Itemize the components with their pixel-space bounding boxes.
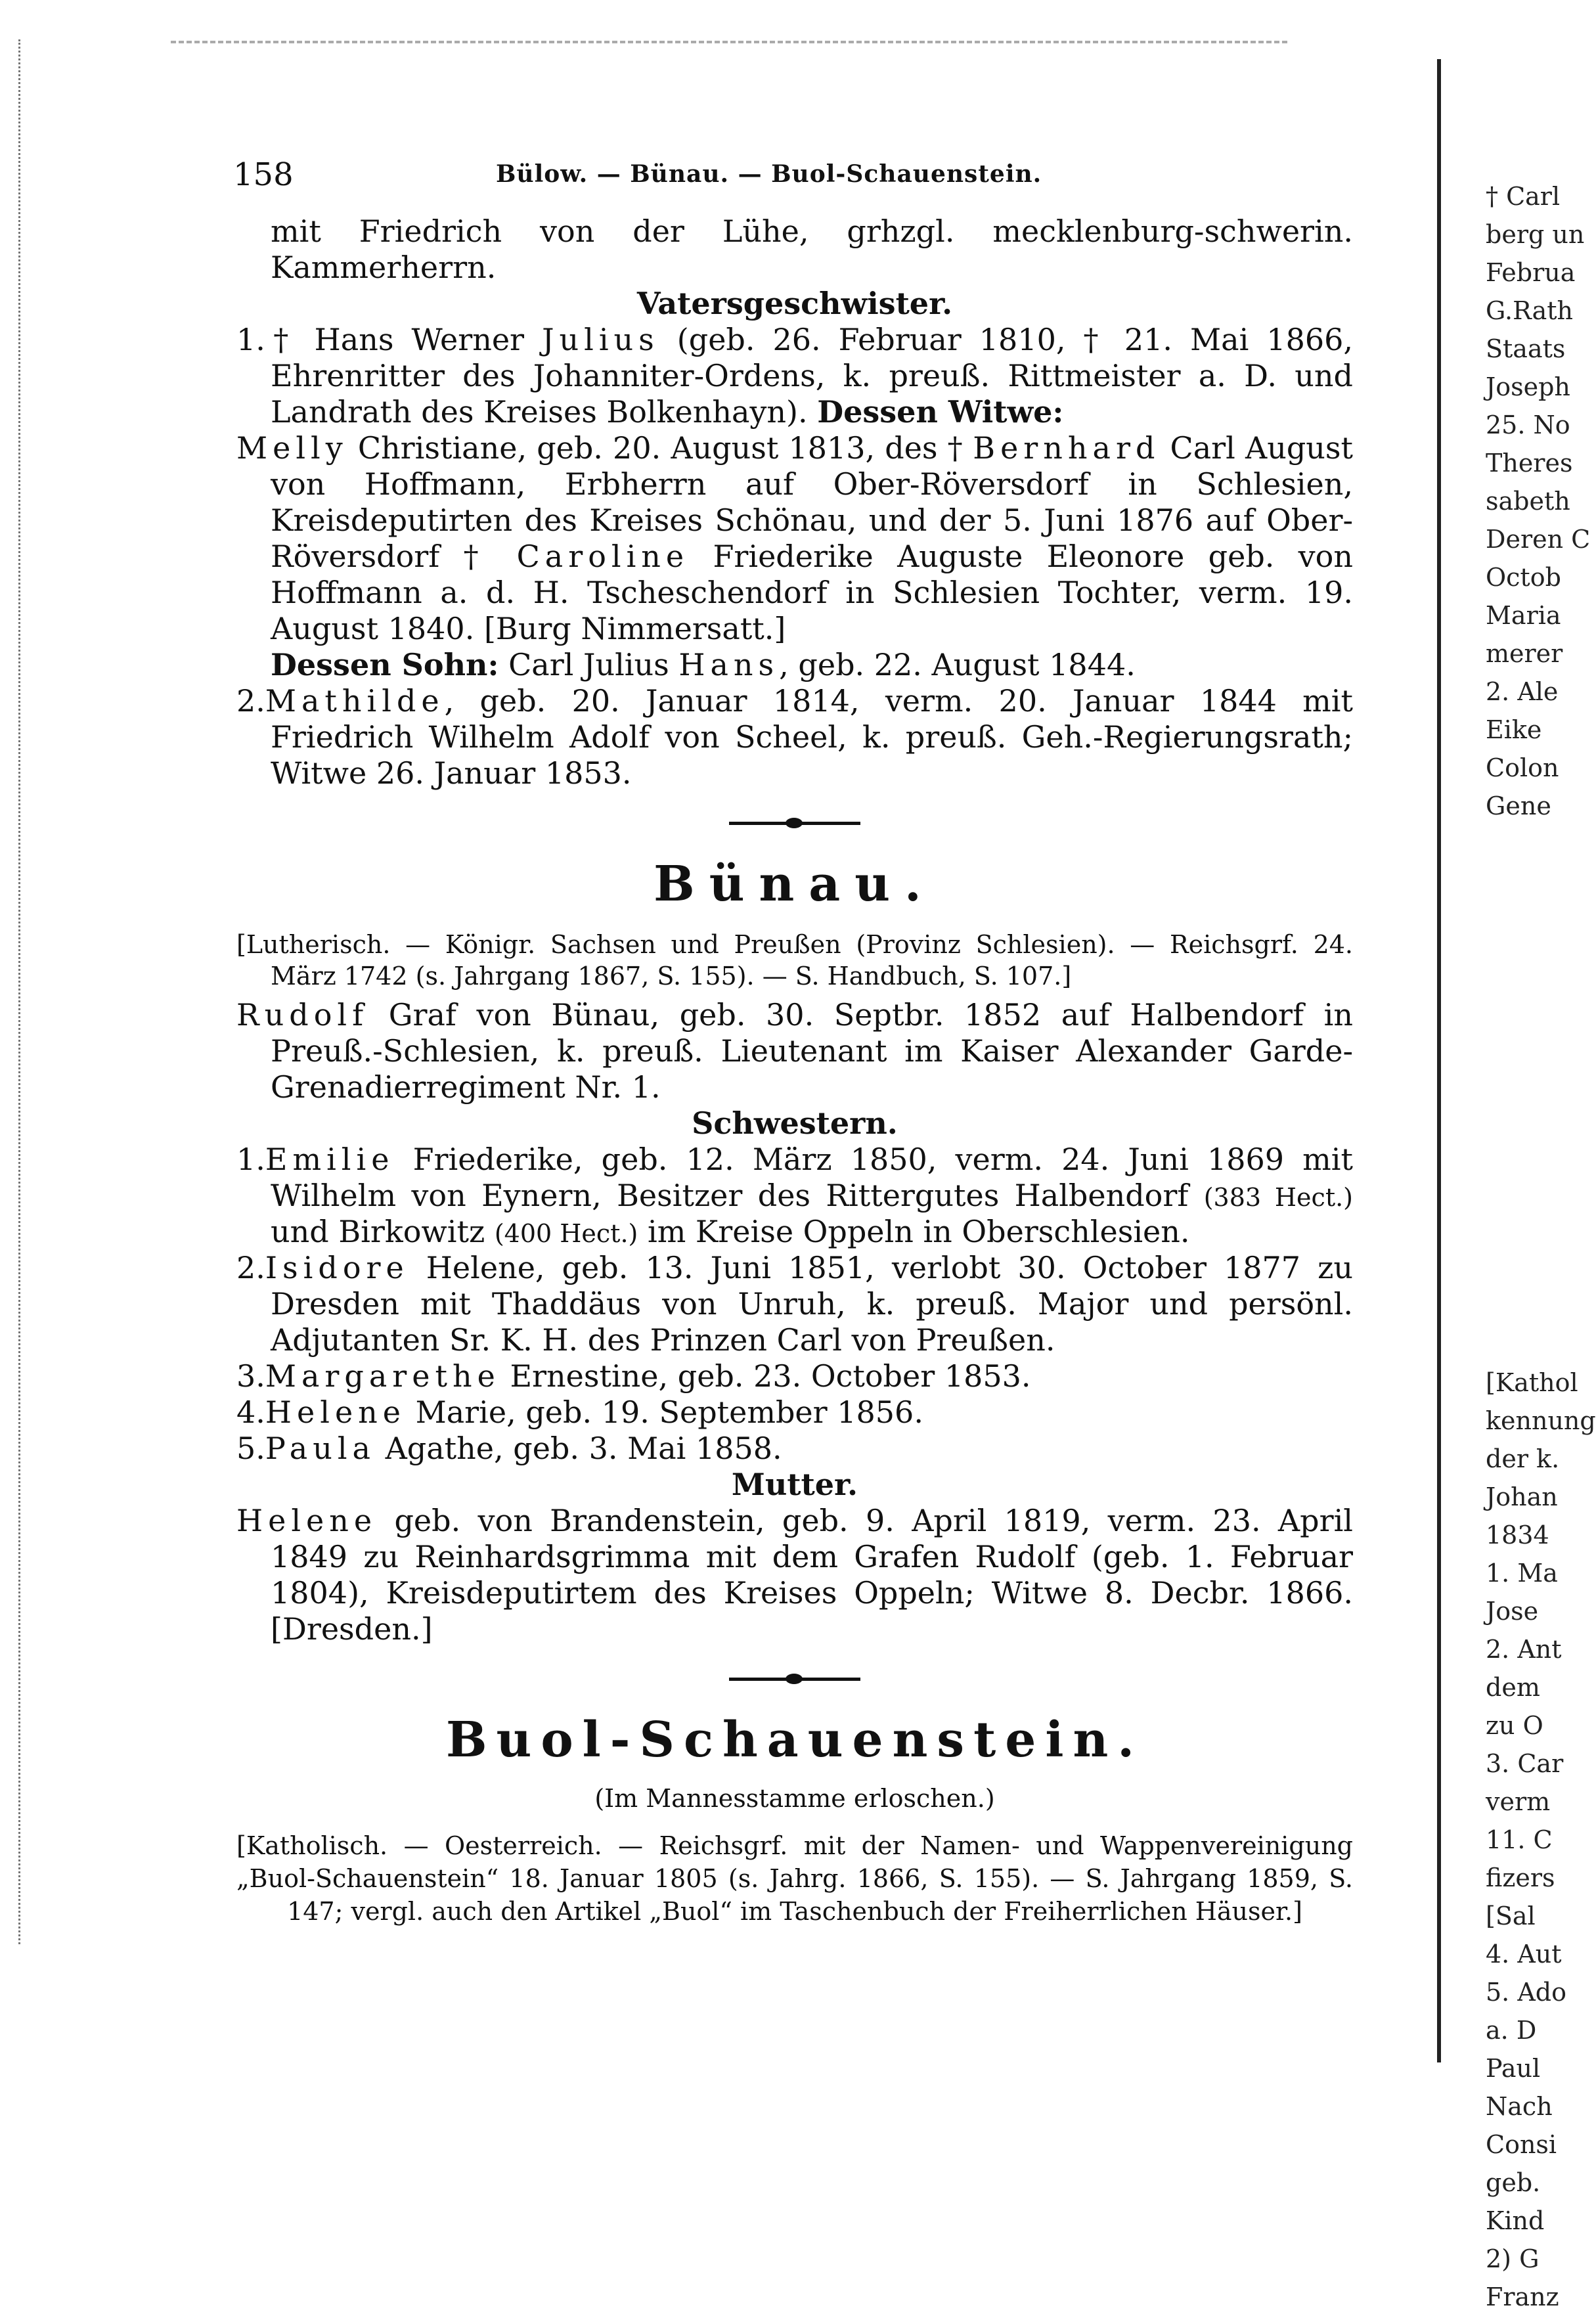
page-content [236, 213, 1353, 1928]
fragment-line: Octob [1486, 563, 1561, 592]
person-name: Emilie [265, 1142, 395, 1177]
buelow-continuation: mit Friedrich von der Lühe, grhzgl. mecklenburg-schwerin. Kammerherrn. [271, 213, 1353, 285]
fragment-line: G.Rath [1486, 296, 1573, 325]
page-number: 158 [233, 156, 294, 193]
entry-number: 1. [236, 322, 265, 357]
fragment-line: Staats [1486, 334, 1566, 363]
fragment-line: [Kathol [1486, 1368, 1578, 1397]
fragment-line: Eike [1486, 715, 1542, 744]
entry-text: Friederike Auguste Eleonore geb. von Hoffmann a. d. H. Tscheschendorf in Schlesien Tochter, verm. 19. August 1840. [Burg Nimmersatt.] [271, 539, 1353, 646]
buelow-entry-2 [236, 683, 1353, 791]
entry-text: Carl August von Hoffmann, Erbherrn auf Ober-Röversdorf in Schlesien, Kreisdeputirten des Kreises Schönau, und der 5. Juni 1876 auf Ober-Röversdorf † [271, 430, 1353, 574]
person-name: Helene [265, 1394, 407, 1430]
fragment-line: [Sal [1486, 1902, 1536, 1930]
widow-label: Dessen Witwe: [817, 394, 1064, 430]
fragment-line: Franz [1486, 2283, 1559, 2311]
fragment-line: 11. C [1486, 1825, 1553, 1854]
entry-prefix: † Hans Werner [265, 322, 543, 357]
fragment-line: Joseph [1486, 372, 1570, 401]
sister-entry-1 [236, 1142, 1353, 1250]
fragment-line: fizers [1486, 1863, 1555, 1892]
buenau-head-entry [236, 997, 1353, 1105]
section-title-buenau: Bünau. [654, 856, 936, 912]
area-note: (400 Hect.) [494, 1219, 638, 1248]
fragment-line: kennung [1486, 1406, 1596, 1435]
entry-text: geb. von Brandenstein, geb. 9. April 1819, verm. 23. April 1849 zu Reinhardsgrimma mit dem Grafen Rudolf (geb. 1. Februar 1804), Kreisdeputirtem des Kreises Oppeln; Witwe 8. Decbr. 1866. [Dresden.] [271, 1503, 1353, 1647]
person-name: Paula [265, 1431, 376, 1466]
entry-text: , geb. 22. August 1844. [779, 647, 1136, 682]
fragment-line: Colon [1486, 753, 1559, 782]
vatersgeschwister-heading: Vatersgeschwister. [636, 286, 953, 321]
person-name: Isidore [265, 1250, 409, 1285]
area-note: (383 Hect.) [1203, 1183, 1353, 1212]
entry-text: , geb. 20. Januar 1814, verm. 20. Januar 1844 mit Friedrich Wilhelm Adolf von Scheel, k. preuß. Geh.-Regierungsrath; Witwe 26. Januar 1853. [271, 683, 1353, 791]
fragment-line: Maria [1486, 601, 1561, 630]
entry-text: Marie, geb. 19. September 1856. [406, 1394, 923, 1430]
fragment-line: 1. Ma [1486, 1559, 1558, 1588]
father-name: Bernhard [973, 430, 1161, 466]
entry-number: 5. [236, 1431, 265, 1466]
entry-number: 1. [236, 1142, 265, 1177]
fragment-line: berg un [1486, 220, 1585, 249]
schwestern-heading: Schwestern. [692, 1105, 898, 1141]
sister-entry-4 [236, 1394, 1353, 1431]
running-title: Bülow. — Bünau. — Buol-Schauenstein. [496, 160, 1042, 188]
fragment-line: † Carl [1486, 182, 1561, 211]
entry-text: Christiane, geb. 20. August 1813, des † [347, 430, 973, 466]
fragment-line: Gene [1486, 791, 1551, 820]
fragment-line: Deren C [1486, 525, 1591, 554]
entry-text: (geb. 26. Februar 1810, † 21. Mai 1866, Ehrenritter des Johanniter-Ordens, k. preuß. Rittmeister a. D. und Landrath des Kreises Bolkenhayn). [271, 322, 1353, 430]
widow-entry [236, 430, 1353, 647]
person-name: Julius [542, 322, 659, 357]
buol-subtitle: (Im Mannesstamme erloschen.) [594, 1784, 995, 1813]
buenau-meta: [Lutherisch. — Königr. Sachsen und Preußen (Provinz Schlesien). — Reichsgrf. 24. März 1742 (s. Jahrgang 1867, S. 155). — S. Handbuch, S. 107.] [236, 930, 1353, 991]
fragment-line: Theres [1486, 449, 1573, 478]
fragment-line: 25. No [1486, 411, 1570, 439]
fragment-line: 1834 [1486, 1521, 1549, 1549]
mother-name: Caroline [516, 539, 690, 574]
fragment-line: verm [1486, 1787, 1551, 1816]
fragment-line: 3. Car [1486, 1749, 1564, 1778]
fragment-line: sabeth [1486, 487, 1570, 516]
entry-number: 3. [236, 1358, 265, 1394]
entry-number: 2. [236, 1250, 265, 1285]
entry-text: Carl Julius [499, 647, 679, 682]
person-name: Hans [678, 647, 780, 682]
fragment-gap [1486, 825, 1571, 1364]
person-name: Helene [236, 1503, 378, 1538]
entry-text: Graf von Bünau, geb. 30. Septbr. 1852 auf Halbendorf in Preuß.-Schlesien, k. preuß. Lieutenant im Kaiser Alexander Garde-Grenadierregiment Nr. 1. [271, 997, 1353, 1105]
sister-entry-2 [236, 1250, 1353, 1358]
fragment-line: 2) G [1486, 2244, 1540, 2273]
son-label: Dessen Sohn: [271, 647, 499, 682]
fragment-line: merer [1486, 639, 1563, 668]
entry-text: und Birkowitz [271, 1214, 495, 1249]
fragment-line: der k. [1486, 1444, 1560, 1473]
entry-text: Ernestine, geb. 23. October 1853. [500, 1358, 1031, 1394]
section-title-buol: Buol-Schauenstein. [445, 1712, 1144, 1768]
fragment-line: a. D [1486, 2016, 1537, 2045]
buelow-entry-1 [236, 322, 1353, 430]
fragment-line: zu O [1486, 1711, 1543, 1740]
fragment-line: Consi [1486, 2130, 1557, 2159]
scan-edge-artifact [18, 39, 30, 1944]
fragment-line: Paul [1486, 2054, 1541, 2083]
fragment-line: 4. Aut [1486, 1940, 1562, 1969]
entry-number: 2. [236, 683, 265, 719]
person-name: Mathilde [265, 683, 445, 719]
entry-text: Agathe, geb. 3. Mai 1858. [375, 1431, 782, 1466]
adjacent-page-fragment [1486, 177, 1596, 2311]
entry-text: im Kreise Oppeln in Oberschlesien. [638, 1214, 1190, 1249]
fragment-line: 2. Ant [1486, 1635, 1562, 1664]
person-name: Rudolf [236, 997, 369, 1033]
running-head [233, 156, 1350, 196]
sister-entry-3 [236, 1358, 1353, 1394]
fragment-line: 5. Ado [1486, 1978, 1566, 2007]
entry-text: Helene, geb. 13. Juni 1851, verlobt 30. October 1877 zu Dresden mit Thaddäus von Unruh, k. preuß. Major und persönl. Adjutanten Sr. K. H. des Prinzen Carl von Preußen. [271, 1250, 1353, 1358]
fragment-line: 2. Ale [1486, 677, 1559, 706]
fragment-line: Kind [1486, 2206, 1545, 2235]
fragment-line: Februa [1486, 258, 1576, 287]
sister-entry-5 [236, 1431, 1353, 1467]
son-entry [236, 647, 1353, 683]
fragment-line: Johan [1486, 1482, 1558, 1511]
mother-entry [236, 1503, 1353, 1647]
scan-top-noise [171, 41, 1287, 49]
person-name: Melly [236, 430, 348, 466]
mutter-heading: Mutter. [731, 1467, 858, 1502]
fragment-line: Jose [1486, 1597, 1539, 1626]
fragment-line: dem [1486, 1673, 1540, 1702]
fragment-line: geb. [1486, 2168, 1541, 2197]
fragment-line: Nach [1486, 2092, 1553, 2121]
section-divider [729, 822, 860, 825]
buol-meta: [Katholisch. — Oesterreich. — Reichsgrf. mit der Namen- und Wappenvereinigung „Buol-Schauenstein“ 18. Januar 1805 (s. Jahrg. 1866, S. 155). — S. Jahrgang 1859, S. 147; vergl. auch den Artikel „Buol“ im Taschenbuch der Freiherrlichen Häuser.] [236, 1831, 1353, 1926]
person-name: Margarethe [265, 1358, 500, 1394]
page-gutter-line [1437, 59, 1441, 2062]
section-divider [729, 1678, 860, 1681]
entry-number: 4. [236, 1394, 265, 1430]
entry-text: Friederike, geb. 12. März 1850, verm. 24. Juni 1869 mit Wilhelm von Eynern, Besitzer des Rittergutes Halbendorf [271, 1142, 1353, 1213]
